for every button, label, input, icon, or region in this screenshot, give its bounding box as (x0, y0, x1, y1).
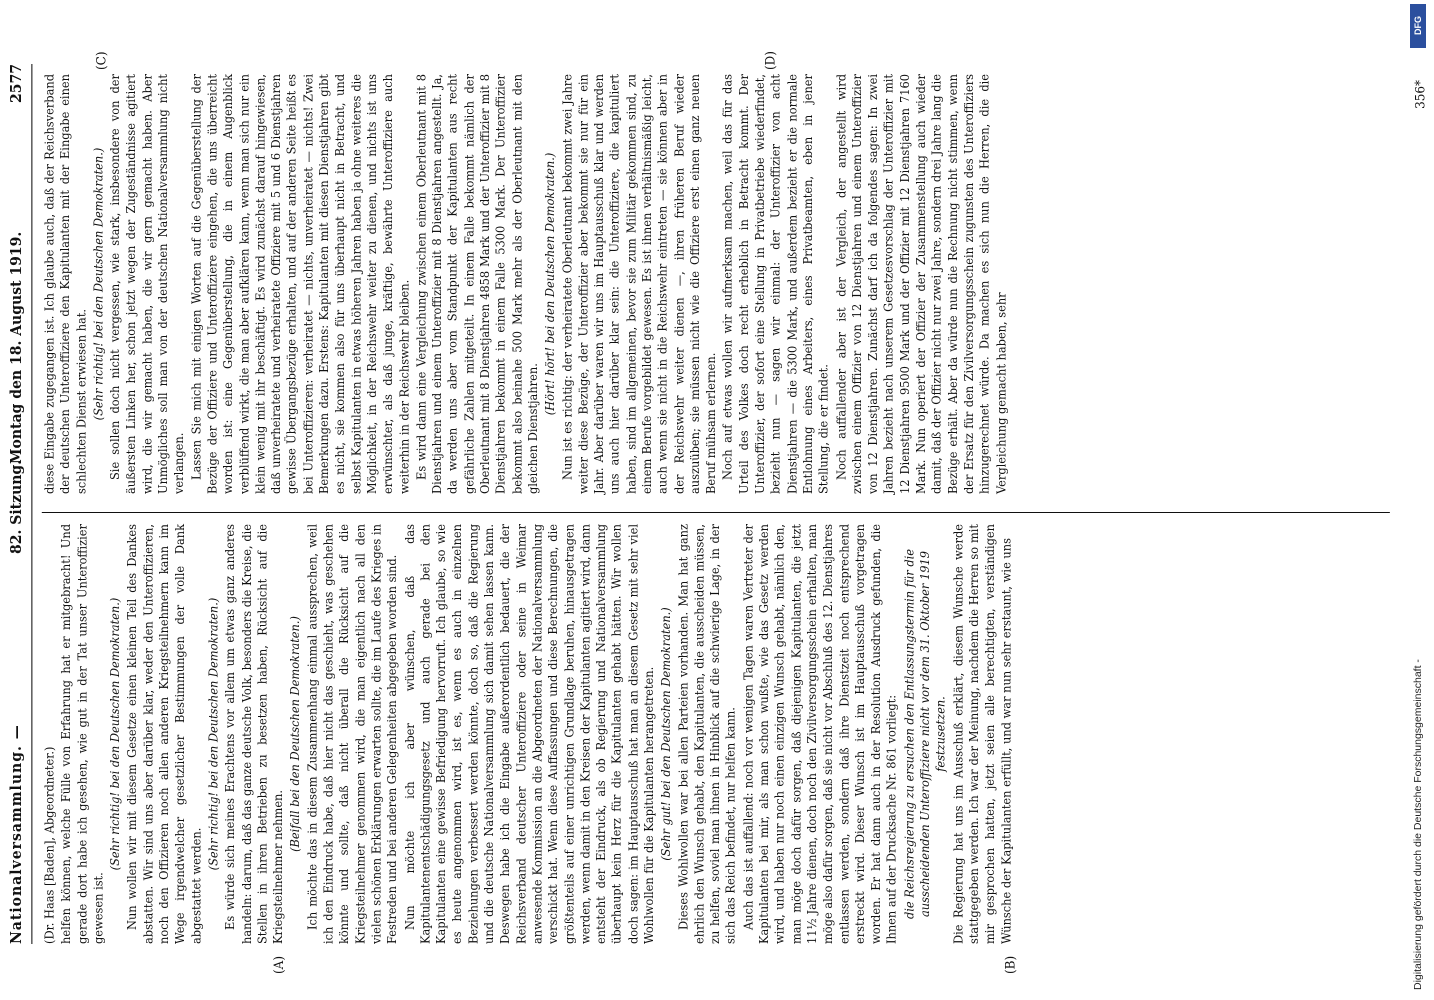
margin-marker-b: (B) (1003, 955, 1018, 974)
page-number: 2577 (8, 64, 26, 103)
header-date: Montag den 18. August 1919. (8, 231, 26, 464)
paragraph: Es würde sich meines Erachtens vor allem um etwas ganz anderes handeln: darum, daß das ganze deutsche Volk, besonders die Kreise, die Stellen in ihren Betrieben zu besetzen haben, Rücksicht auf die Kriegsteilnehmer nehmen. (222, 524, 286, 944)
paragraph: Noch auf etwas wollen wir aufmerksam machen, weil das für das Urteil des Volkes doch recht erheblich in Betracht kommt. Der Unteroffizier, der sofort eine Stellung in Privatbetriebe wiederfindet, bezieht nun — sagen wir einmal: der Unteroffizier von acht Dienstjahren — die 5300 Mark, und außerdem bezieht er die normale Entlohnung eines Arbeiters, eines Privatbeamten, eben in jener Stellung, die er findet. (720, 74, 832, 494)
paragraph: Dieses Wohlwollen war bei allen Parteien vorhanden. Man hat ganz ehrlich den Wunsch gehabt, den Kapitulanten, die ausscheiden müssen, zu helfen, soviel man ihnen in Hinblick auf die schwierige Lage, in der sich das Reich befindet, nur helfen kann. (675, 524, 739, 944)
paragraph: die Reichsregierung zu ersuchen den Entlassungstermin für die ausscheidenden Unteroffiziere nicht vor dem 31. Oktober 1919 festzusetzen. (901, 548, 949, 920)
paragraph: Nun ist es richtig: der verheiratete Oberleutnant bekommt zwei Jahre weiter diese Bezüge, der Unteroffizier aber bekommt sie nur für ein Jahr. Aber darüber waren wir uns im Hauptausschuß klar und werden uns auch hier darüber klar sein: die Unteroffiziere, die kapituliert haben, sind im allgemeinen, bevor sie zum Militär gekommen sind, zu einem Berufe vorgebildet gewesen. Es ist ihnen verhältnismäßig leicht, auch wenn sie nicht in die Reichswehr eintreten — sie können aber in der Reichswehr weiter dienen —, ihren früheren Beruf wieder auszuüben; sie müssen nicht wie die Offiziere erst einen ganz neuen Beruf mühsam erlernen. (559, 74, 719, 494)
paragraph: (Sehr gut! bei den Deutschen Demokraten.) (658, 607, 674, 861)
right-column (42, 74, 1011, 494)
header-session: 82. Sitzung. (8, 459, 26, 554)
margin-marker-c: (C) (94, 51, 109, 70)
paragraph: (Sehr richtig! bei den Deutschen Demokraten.) (90, 147, 106, 421)
rotated-document-page (0, 40, 1428, 1000)
paragraph: (Beifall bei den Deutschen Demokraten.) (287, 616, 303, 852)
paragraph: (Dr. Haas [Baden], Abgeordneter.) (41, 746, 57, 944)
left-column (42, 524, 1016, 944)
paragraph: Auch das ist auffallend: noch vor wenigen Tagen waren Vertreter der Kapitulanten bei mir, als man schon wußte, wie das Gesetz werden wird, und haben nur noch einen einzigen Wunsch gehabt, nämlich den, man möge doch dafür sorgen, daß diejenigen Kapitulanten, die jetzt 11½ Jahre dienen, doch noch den Zivilversorgungsschein erhalten, man möge also dafür sorgen, daß sie nicht vor Abschluß des 12. Dienstjahres entlassen werden, sondern daß ihre Dienstzeit noch entsprechend erstreckt wird. Dieser Wunsch ist im Hauptausschuß vorgetragen worden. Er hat dann auch in der Resolution Ausdruck gefunden, die Ihnen auf der Drucksache Nr. 861 vorliegt: (740, 524, 900, 944)
paragraph: Lassen Sie mich mit einigen Worten auf die Gegenüberstellung der Bezüge der Offiziere und Unteroffiziere eingehen, die uns überreicht worden ist: eine Gegenüberstellung, die in einem Augenblick verblüffend wirkt, die man aber aufklären kann, wenn man sich nur ein klein wenig mit ihr beschäftigt. Es wird zunächst darauf hingewiesen, daß unverheiratete und verheiratete Offiziere mit 5 und 6 Dienstjahren gewisse Übergangsbezüge erhalten, und auf der anderen Seite heißt es bei Unteroffizieren: verheiratet — nichts, unverheiratet — nichts! Zwei Bemerkungen dazu. Erstens: Kapitulanten mit diesen Dienstjahren gibt es nicht, sie kommen also für uns überhaupt nicht in Betracht, und selbst Kapitulanten in etwas höheren Jahren haben ja ohne weiteres die Möglichkeit, in der Reichswehr weiter zu dienen, und nichts ist uns erwünschter, als daß junge, kräftige, bewährte Unteroffiziere auch weiterhin in der Reichswehr bleiben. (188, 74, 412, 494)
sheet-signature: 356* (1412, 80, 1428, 109)
credit-text: Digitalisierung gefördert durch die Deutsche Forschungsgemeinschaft - (1412, 659, 1424, 990)
paragraph: Nun möchte ich aber wünschen, daß das Kapitulantenentschädigungsgesetz und auch gerade bei den Kapitulanten eine gewisse Befriedigung hervorruft. Ich glaube, so wie es heute angenommen wird, ist es, wenn es auch in einzelnen Beziehungen verbessert werden könnte, doch so, daß die Regierung und die deutsche Nationalversammlung sich damit sehen lassen kann. Deswegen habe ich die Eingabe außerordentlich bedauert, die der Reichsverband deutscher Unteroffiziere oder seine in Weimar anwesende Kommission an die Abgeordneten der Nationalversammlung verschickt hat. Wenn diese Auffassungen und diese Berechnungen, die größtenteils auf einer unrichtigen Grundlage beruhen, hinausgetragen werden, wenn damit in den Kreisen der Kapitulanten agitiert wird, dann entsteht der Eindruck, als ob Regierung und Nationalversammlung überhaupt kein Herz für die Kapitulanten gehabt hätten. Wir wollen doch sagen: im Hauptausschuß hat man an diesem Gesetz mit sehr viel Wohlwollen für die Kapitulanten herangetreten. (401, 524, 657, 944)
margin-marker-d: (D) (762, 51, 778, 70)
digitization-credit (1408, 0, 1430, 1000)
margin-marker-a: (A) (271, 955, 287, 974)
header-title: Nationalversammlung. — (8, 724, 26, 944)
paragraph: Die Regierung hat uns im Ausschuß erklärt, diesem Wunsche werde stattgegeben werden. Ich war der Meinung, nachdem die Herren so mit mir gesprochen hatten, jetzt seien alle berechtigten, verständigen Wünsche der Kapitulanten erfüllt, und war nun sehr erstaunt, wie uns (950, 524, 1014, 944)
paragraph: (Sehr richtig! bei den Deutschen Demokraten.) (205, 597, 221, 871)
paragraph: (Sehr richtig! bei den Deutschen Demokraten.) (107, 597, 123, 871)
column-divider (42, 512, 1390, 513)
paragraph: diese Eingabe zugegangen ist. Ich glaube auch, daß der Reichsverband der deutschen Unteroffiziere den Kapitulanten mit der Eingabe einen schlechten Dienst erwiesen hat. (41, 74, 89, 494)
paragraph: helfen können, welche Fülle von Erfahrung hat er mitgebracht! Und gerade dort habe ich gesehen, wie gut in der Tat unser Unteroffizier gewesen ist. (58, 524, 106, 944)
paragraph: Ich möchte das in diesem Zusammenhang einmal aussprechen, weil ich den Eindruck habe, daß hier nicht das geschieht, was geschehen könnte und sollte, daß nicht überall die Rücksicht auf die Kriegsteilnehmer genommen wird, die man eigentlich nach all den vielen schönen Erklärungen erwarten sollte, die im Laufe des Krieges in Festreden und bei anderen Gelegenheiten abgegeben worden sind. (304, 524, 400, 944)
paragraph: Sie sollen doch nicht vergessen, wie stark, insbesondere von der äußersten Linken her, schon jetzt wegen der Zugeständnisse agitiert wird, die wir gemacht haben, die wir gern gemacht haben. Aber Unmögliches soll man von der deutschen Nationalversammlung nicht verlangen. (107, 74, 187, 494)
dfg-logo: DFG (1410, 4, 1426, 48)
paragraph: Nun wollen wir mit diesem Gesetze einen kleinen Teil des Dankes abstatten. Wir sind uns aber darüber klar, weder den Unteroffizieren, noch den Offizieren noch allen anderen Kriegsteilnehmern kann im Wege irgendwelcher gesetzlicher Bestimmungen der volle Dank abgestattet werden. (124, 524, 204, 944)
paragraph: (Hört! hört! bei den Deutschen Demokraten.) (542, 152, 558, 416)
page-header (6, 64, 32, 944)
paragraph: Noch auffallender aber ist der Vergleich, der angestellt wird zwischen einem Offizier von 12 Dienstjahren und einem Unteroffizier von 12 Dienstjahren. Zunächst darf ich da folgendes sagen: In zwei Jahren bezieht nach unserem Gesetzesvorschlag der Unteroffizier mit 12 Dienstjahren 9500 Mark und der Offizier mit 12 Dienstjahren 7160 Mark. Nun operiert der Offizier der Zusammenstellung auch wieder damit, daß der Offizier nicht nur zwei Jahre, sondern drei Jahre lang die Bezüge erhält. Aber da würde nun die Rechnung nicht stimmen, wenn der Ersatz für den Zivilversorgungsschein zugunsten des Unteroffiziers hinzugerechnet würde. Da machen es sich nun die Herren, die die Vergleichung gemacht haben, sehr (833, 74, 1008, 494)
paragraph: Es wird dann eine Vergleichung zwischen einem Oberleutnant mit 8 Dienstjahren und einem Unteroffizier mit 8 Dienstjahren angestellt. Ja, da werden uns aber vom Standpunkt der Kapitulanten aus recht gefährliche Zahlen mitgeteilt. In einem Falle bekommt nämlich der Oberleutnant mit 8 Dienstjahren 4858 Mark und der Unteroffizier mit 8 Dienstjahren bekommt in einem Falle 5300 Mark. Der Unteroffizier bekommt also beinahe 500 Mark mehr als der Oberleutnant mit den gleichen Dienstjahren. (413, 74, 541, 494)
